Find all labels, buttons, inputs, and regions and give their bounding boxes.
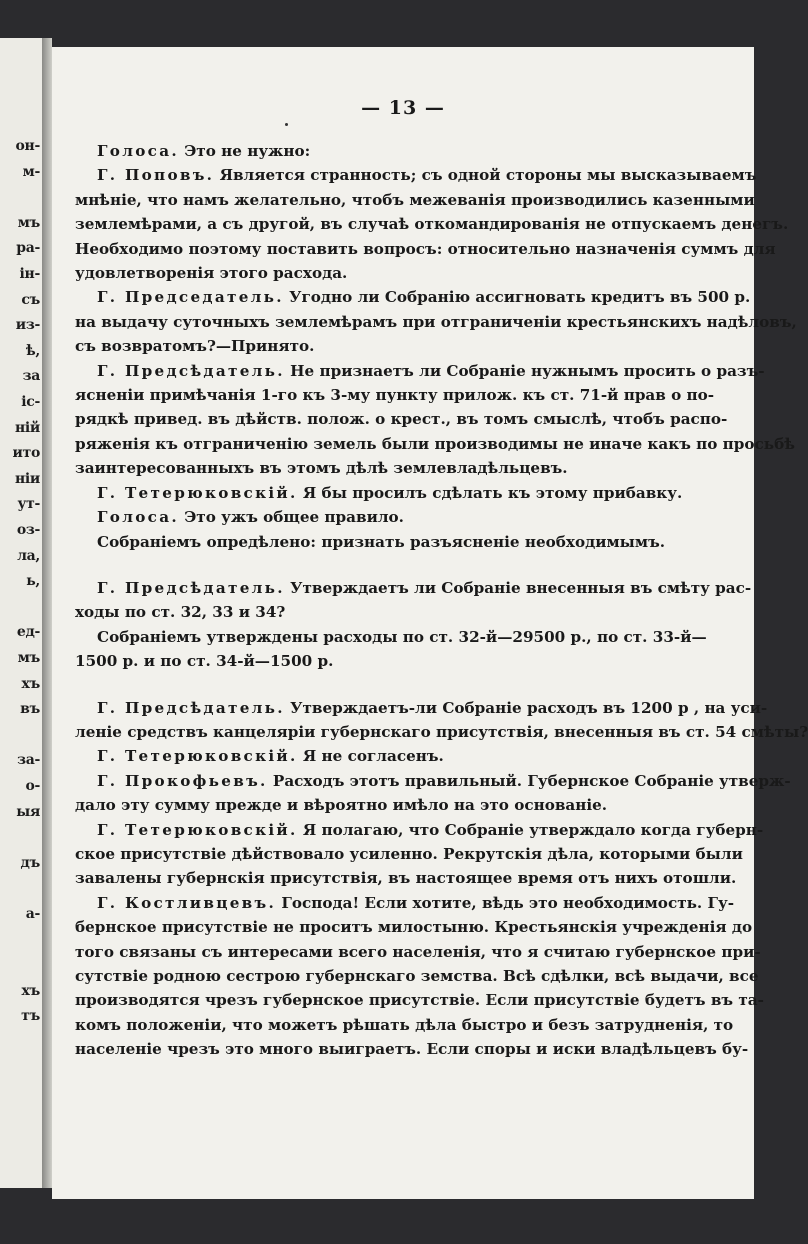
text-line: [75, 576, 752, 600]
facing-page-fragment: м-: [22, 163, 40, 180]
facing-page-fragment: он-: [15, 138, 40, 154]
paragraph: [75, 481, 683, 505]
line-text: Я полагаю, что Собраніе утверждало когда губерн-: [297, 820, 764, 839]
line-text: съ возвратомъ?—Принято.: [75, 337, 315, 356]
facing-page-fragment: ыя: [16, 803, 40, 820]
speaker-name: Г. Предсѣдатель.: [97, 698, 285, 717]
line-text: сутствіе родною сестрою губернскаго земства. Всѣ сдѣлки, всѣ выдачи, все: [75, 967, 759, 985]
text-line: [75, 285, 751, 309]
text-line: [75, 964, 759, 988]
text-line: [75, 1037, 749, 1061]
line-text: того связаны съ интересами всего населенія, что я считаю губернское при-: [75, 942, 761, 961]
facing-page-fragment: въ: [20, 701, 40, 718]
text-line: [75, 915, 753, 939]
text-line: [75, 744, 668, 768]
facing-page-fragment: ед-: [16, 624, 40, 641]
facing-page-fragment: а-: [25, 906, 40, 922]
facing-page-fragment: ѣ,: [25, 342, 40, 359]
paragraph: [75, 530, 668, 554]
line-text: землемѣрами, а съ другой, въ случаѣ откомандированія не отпускаемъ денегъ.: [75, 215, 789, 234]
line-text: 1500 р. и по ст. 34-й—1500 р.: [75, 652, 334, 671]
facing-page-fragment: хъ: [21, 982, 40, 999]
speaker-name: Г. Тетерюковскій.: [97, 483, 298, 502]
text-line: [75, 818, 764, 842]
speaker-name: Г. Предсѣдатель.: [97, 578, 285, 597]
line-text: Это ужъ общее правило.: [178, 508, 404, 527]
text-line: [75, 842, 743, 866]
speaker-name: Г. Тетерюковскій.: [97, 820, 298, 839]
facing-page-fragment: съ: [21, 291, 40, 308]
speaker-name: Голоса.: [97, 142, 179, 160]
facing-page-fragment: тъ: [21, 1008, 40, 1025]
facing-page-fragment: іс-: [21, 394, 40, 410]
line-text: Является странность; съ одной стороны мы высказываемъ: [214, 166, 757, 185]
line-text: ряженія къ отграниченію земель были производимы не иначе какъ по просьбѣ: [75, 434, 795, 453]
line-text: Господа! Если хотите, вѣдь это необходимость. Гу-: [276, 893, 734, 912]
paragraph: [75, 891, 764, 1062]
line-text: завалены губернскія присутствія, въ настоящее время отъ нихъ отошли.: [75, 869, 737, 888]
facing-page-fragment: хъ: [21, 675, 40, 692]
line-text: Не признаетъ ли Собраніе нужнымъ просить о разъ-: [284, 361, 765, 380]
line-text: комъ положеніи, что можетъ рѣшать дѣла быстро и безъ затрудненія, то: [75, 1015, 734, 1034]
print-speck: [285, 123, 288, 126]
facing-page-edge: [0, 38, 42, 1188]
line-text: Я не согласенъ.: [297, 747, 444, 766]
line-text: заинтересованныхъ въ этомъ дѣлѣ землевладѣльцевъ.: [75, 459, 568, 478]
line-text: удовлетворенія этого расхода.: [75, 264, 348, 283]
text-line: [75, 696, 768, 720]
line-text: на выдачу суточныхъ землемѣрамъ при отграниченіи крестьянскихъ надѣловъ,: [75, 312, 797, 331]
text-line: [75, 720, 808, 744]
facing-page-fragment: ь,: [26, 573, 40, 590]
text-line: [75, 505, 668, 529]
line-text: Утверждаетъ-ли Собраніе расходъ въ 1200 р , на уси-: [284, 698, 768, 717]
text-line: [75, 600, 668, 624]
paragraph: [75, 744, 668, 768]
line-text: производятся чрезъ губернское присутствіе. Если присутствіе будетъ въ та-: [75, 991, 764, 1010]
text-line: [75, 188, 755, 212]
text-line: [75, 310, 797, 334]
facing-page-fragment: за-: [17, 752, 40, 769]
line-text: бернское присутствіе не проситъ милостыню. Крестьянскія учрежденія до: [75, 918, 753, 937]
book-gutter: [42, 38, 52, 1188]
facing-page-fragment: ито: [12, 445, 40, 462]
line-text: населеніе чрезъ это много выиграетъ. Если споры и иски владѣльцевъ бу-: [75, 1040, 749, 1059]
facing-page-fragment: о-: [25, 778, 40, 794]
page-text: [75, 139, 808, 1062]
paragraph: [75, 696, 808, 745]
text-line: [75, 456, 668, 480]
facing-page-fragment: мъ: [17, 214, 40, 231]
text-line: [75, 163, 757, 187]
paragraph: [75, 818, 764, 891]
paragraph: [75, 285, 797, 358]
speaker-name: Голоса.: [97, 508, 179, 527]
text-line: [75, 212, 789, 236]
line-text: мнѣніе, что намъ желательно, чтобъ межеванія производились казенными: [75, 190, 755, 209]
facing-page-fragment: оз-: [16, 522, 40, 538]
line-text: Необходимо поэтому поставить вопросъ: относительно назначенія суммъ для: [75, 239, 776, 258]
text-line: [75, 481, 683, 505]
text-line: [75, 793, 668, 817]
speaker-name: Г. Тетерюковскій.: [97, 747, 298, 766]
paragraph: [75, 576, 752, 625]
facing-page-fragment: ін-: [19, 266, 40, 282]
text-line: [75, 891, 734, 915]
line-text: ясненіи примѣчанія 1-го къ 3-му пункту прилож. къ ст. 71-й прав о по-: [75, 386, 715, 405]
line-text: леніе средствъ канцеляріи губернскаго присутствія, внесенныя въ ст. 54 смѣты?: [75, 722, 808, 741]
speaker-name: Г. Костливцевъ.: [97, 893, 277, 912]
speaker-name: Г. Прокофьевъ.: [97, 771, 268, 790]
text-line: [75, 383, 715, 407]
facing-page-fragment: ла,: [17, 547, 40, 564]
facing-page-fragment: ніи: [14, 470, 40, 487]
text-line: [75, 988, 764, 1012]
facing-page-fragment: ній: [14, 419, 40, 436]
line-text: Угодно ли Собранію ассигновать кредитъ въ 500 р.: [283, 288, 751, 307]
text-line: [75, 334, 668, 358]
line-text: Утверждаетъ ли Собраніе внесенныя въ смѣту рас-: [284, 578, 752, 597]
paragraph: [75, 163, 789, 285]
paragraph: [75, 505, 668, 529]
text-line: [75, 940, 761, 964]
facing-page-fragment: мъ: [17, 650, 40, 666]
text-line: [75, 139, 668, 163]
text-line: [75, 432, 795, 456]
facing-page-fragment: ра-: [16, 240, 40, 257]
speaker-name: Г. Поповъ.: [97, 166, 215, 185]
line-text: рядкѣ привед. въ дѣйств. полож. о крест., въ томъ смыслѣ, чтобъ распо-: [75, 410, 728, 429]
line-text: ское присутствіе дѣйствовало усиленно. Рекрутскія дѣла, которыми были: [75, 844, 743, 863]
speaker-name: Г. Предсѣдатель.: [97, 361, 285, 380]
facing-page-fragment: за: [22, 368, 40, 385]
paragraph: [75, 139, 668, 163]
paragraph: [75, 359, 795, 481]
text-line: [75, 866, 737, 890]
text-line: [75, 649, 668, 673]
paragraph: [75, 625, 707, 674]
text-line: [75, 625, 707, 649]
book-page: [52, 47, 808, 1199]
line-text: Собраніемъ утверждены расходы по ст. 32-й—29500 р., по ст. 33-й—: [97, 627, 707, 646]
text-line: [75, 1013, 734, 1037]
facing-page-fragment: ут-: [17, 496, 40, 513]
text-line: [75, 237, 776, 261]
line-text: Собраніемъ опредѣлено: признать разъясненіе необходимымъ.: [97, 532, 666, 551]
text-line: [75, 261, 668, 285]
paragraph-gap: [75, 554, 668, 576]
text-line: [75, 769, 791, 793]
text-line: [75, 530, 668, 554]
paragraph: [75, 769, 791, 818]
line-text: Это не нужно:: [178, 142, 311, 160]
facing-page-fragment: дъ: [20, 854, 40, 871]
line-text: Я бы просилъ сдѣлать къ этому прибавку.: [297, 483, 683, 502]
line-text: ходы по ст. 32, 33 и 34?: [75, 603, 286, 622]
facing-page-fragment: из-: [15, 317, 40, 334]
speaker-name: Г. Председатель.: [97, 288, 284, 307]
page-number: — 13 —: [361, 97, 445, 119]
line-text: дало эту сумму прежде и вѣроятно имѣло на это основаніе.: [75, 796, 608, 815]
line-text: Расходъ этотъ правильный. Губернское Собраніе утверж-: [267, 771, 791, 790]
text-line: [75, 407, 728, 431]
text-line: [75, 359, 765, 383]
paragraph-gap: [75, 674, 668, 696]
